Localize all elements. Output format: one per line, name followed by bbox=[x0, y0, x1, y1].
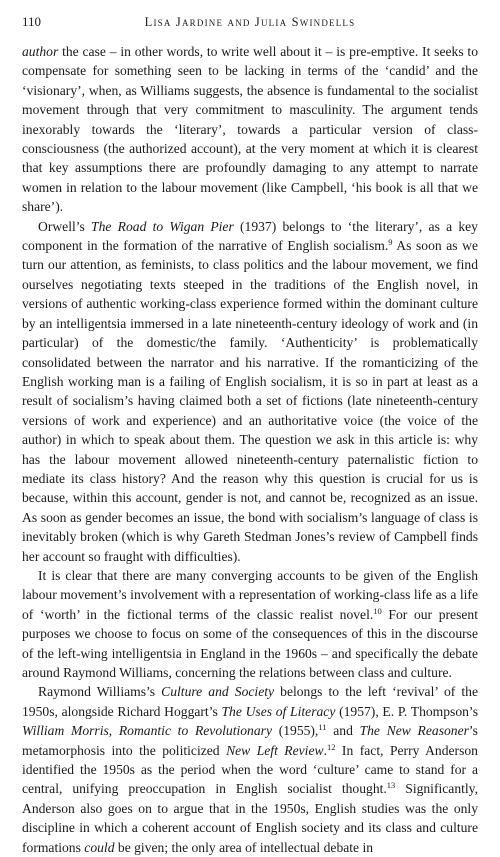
footnote-marker: 9 bbox=[388, 237, 393, 248]
italic-title: author bbox=[22, 44, 59, 59]
text-run: ’s metamorphosis into the politicized bbox=[22, 723, 478, 758]
text-run: It is clear that there are many converging accounts to be given of the English labour movement’s involvement with a representation of working-class life as a life of ‘worth’ in the fictional terms of the classic realist novel. bbox=[22, 567, 478, 622]
text-run: In fact, Perry Anderson identified the 1950s as the period when the word ‘culture’ came to stand for a central, unifying preoccupation in English socialist thought. bbox=[22, 742, 478, 797]
paragraph bbox=[22, 217, 478, 566]
italic-title: Culture and Society bbox=[161, 684, 275, 700]
text-run: and bbox=[326, 723, 360, 739]
text-run: (1957), E. P. Thompson’s bbox=[335, 703, 478, 719]
text-run: Significantly, Anderson also goes on to argue that in the 1950s, English studies was the only discipline in which a coherent account of English society and its class and culture formations bbox=[22, 781, 478, 855]
body-text bbox=[22, 42, 478, 857]
italic-title: New Left Review bbox=[226, 742, 324, 758]
text-run: (1955), bbox=[271, 723, 319, 739]
running-head: Lisa Jardine and Julia Swindells bbox=[144, 15, 356, 29]
paragraph bbox=[22, 42, 478, 217]
footnote-marker: 13 bbox=[386, 780, 396, 791]
text-run: As soon as we turn our attention, as feminists, to class politics and the labour movement, we find ourselves negotiating texts steeped in the traditions of the English novel, in versions of authentic working-class experience formed within the dominant culture by an intelligentsia immersed in a late nineteenth-century ideology of work and (in particular) of the domestic/the family. ‘Authenticity’ is problematically consolidated between the narrator and his narrative. If the romanticizing of the English working man is a failing of English socialism, it is so in part at least as a result of socialism’s having claimed both a set of fictions (late nineteenth-century versions of work and experience) and an authoritative voice (the voice of the author) in which to speak about them. The question we ask in this article is: why has the labour movement allowed nineteenth-century paternalistic fiction to mediate its class history? And the reason why this question is crucial for us is because, within this account, gender is not, and cannot be, recognized as an issue. As soon as gender becomes an issue, the bond with socialism’s language of class is inevitably broken (which is why Gareth Stedman Jones’s review of Campbell finds her account so fraught with difficulties). bbox=[22, 238, 478, 564]
text-run: the case – in other words, to write well about it – is pre-emptive. It seeks to compensate for something seen to be lacking in terms of the ‘candid’ and the ‘visionary’, when, as Williams suggests, the absence is fundamental to the socialist movement through that very commitment to masculinity. The argument tends inexorably towards the ‘literary’, towards a particular version of class-consciousness (the authorized account), at the very moment at which it is clearest that key assumptions there are profoundly damaging to any attempt to narrate women in relation to the labour movement (like Campbell, ‘his book is all that we share’). bbox=[22, 44, 478, 215]
footnote-marker: 11 bbox=[318, 722, 327, 733]
text-run: For our present purposes we choose to focus on some of the consequences of this in the discourse of the left-wing intelligentsia in England in the 1960s – and specifically the debate around Raymond Williams, concerning the relations between class and culture. bbox=[22, 606, 478, 680]
text-run: . bbox=[323, 742, 327, 758]
text-run: be given; the only area of intellectual debate in bbox=[114, 839, 374, 855]
footnote-marker: 10 bbox=[373, 605, 382, 616]
italic-title: The Road to Wigan Pier bbox=[91, 218, 234, 234]
italic-title: The Uses of Literacy bbox=[221, 703, 336, 719]
text-run: Raymond Williams’s bbox=[38, 684, 162, 700]
italic-title: The New Reasoner bbox=[359, 723, 469, 739]
footnote-marker: 12 bbox=[326, 741, 336, 752]
italic-title: William Morris, Romantic to Revolutionary bbox=[22, 723, 272, 739]
paragraph bbox=[22, 682, 478, 857]
text-run: (1937) belongs to ‘the literary’, as a key component in the formation of the narrative of English socialism. bbox=[22, 218, 478, 254]
page-header bbox=[22, 14, 478, 36]
page-number: 110 bbox=[22, 14, 42, 29]
text-run: Orwell’s bbox=[38, 218, 92, 234]
paragraph bbox=[22, 566, 478, 682]
italic-title: could bbox=[84, 839, 115, 855]
text-run: belongs to the left ‘revival’ of the 1950s, alongside Richard Hoggart’s bbox=[22, 684, 479, 719]
